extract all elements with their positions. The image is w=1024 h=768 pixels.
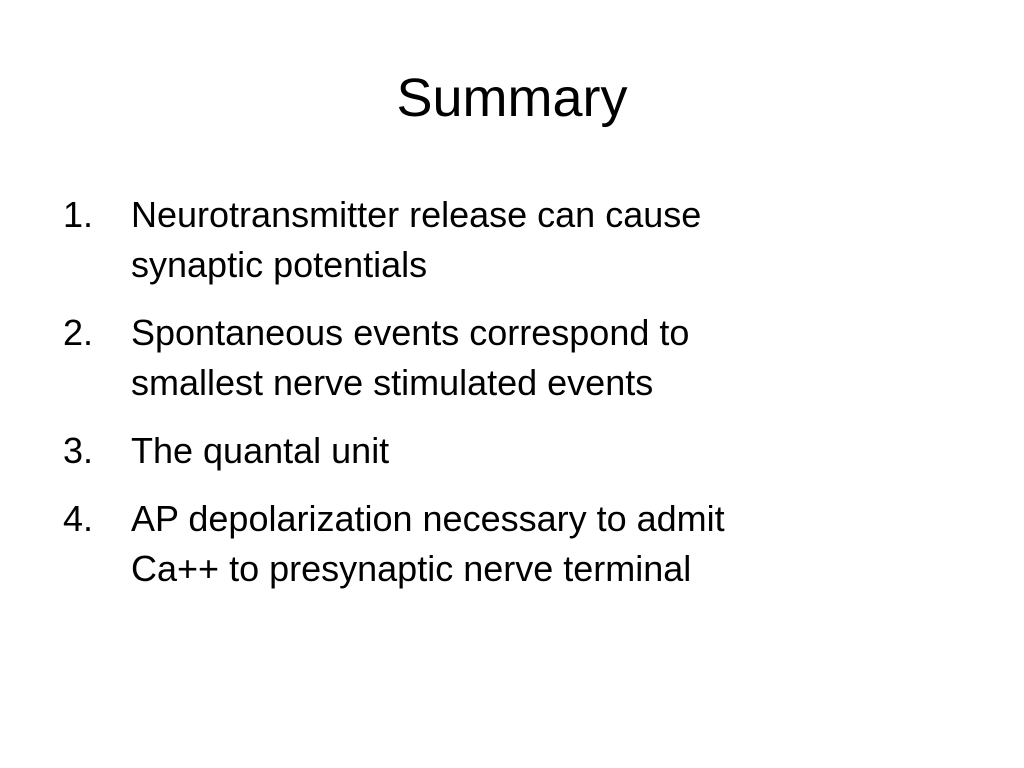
list-item-line: smallest nerve stimulated events bbox=[131, 362, 654, 403]
list-item-number: 3. bbox=[63, 430, 94, 471]
list-item bbox=[63, 426, 963, 476]
list-item-line: synaptic potentials bbox=[131, 244, 428, 285]
list-item-line: The quantal unit bbox=[131, 430, 390, 471]
list-item-number: 4. bbox=[63, 498, 94, 539]
list-item-line: Ca++ to presynaptic nerve terminal bbox=[131, 548, 692, 589]
slide-title: Summary bbox=[396, 68, 628, 128]
list-item bbox=[63, 494, 963, 594]
list-item-number: 2. bbox=[63, 312, 94, 353]
list-item-line: Spontaneous events correspond to bbox=[131, 312, 690, 353]
list-item-line: Neurotransmitter release can cause bbox=[131, 194, 702, 235]
list-item-text bbox=[131, 308, 963, 408]
list-item-text bbox=[131, 190, 963, 290]
list-item-line: AP depolarization necessary to admit bbox=[131, 498, 725, 539]
list-item bbox=[63, 308, 963, 408]
list-item-number: 1. bbox=[63, 194, 94, 235]
list-item-text bbox=[131, 426, 963, 476]
summary-list bbox=[63, 190, 963, 612]
list-item-text bbox=[131, 494, 963, 594]
list-item bbox=[63, 190, 963, 290]
